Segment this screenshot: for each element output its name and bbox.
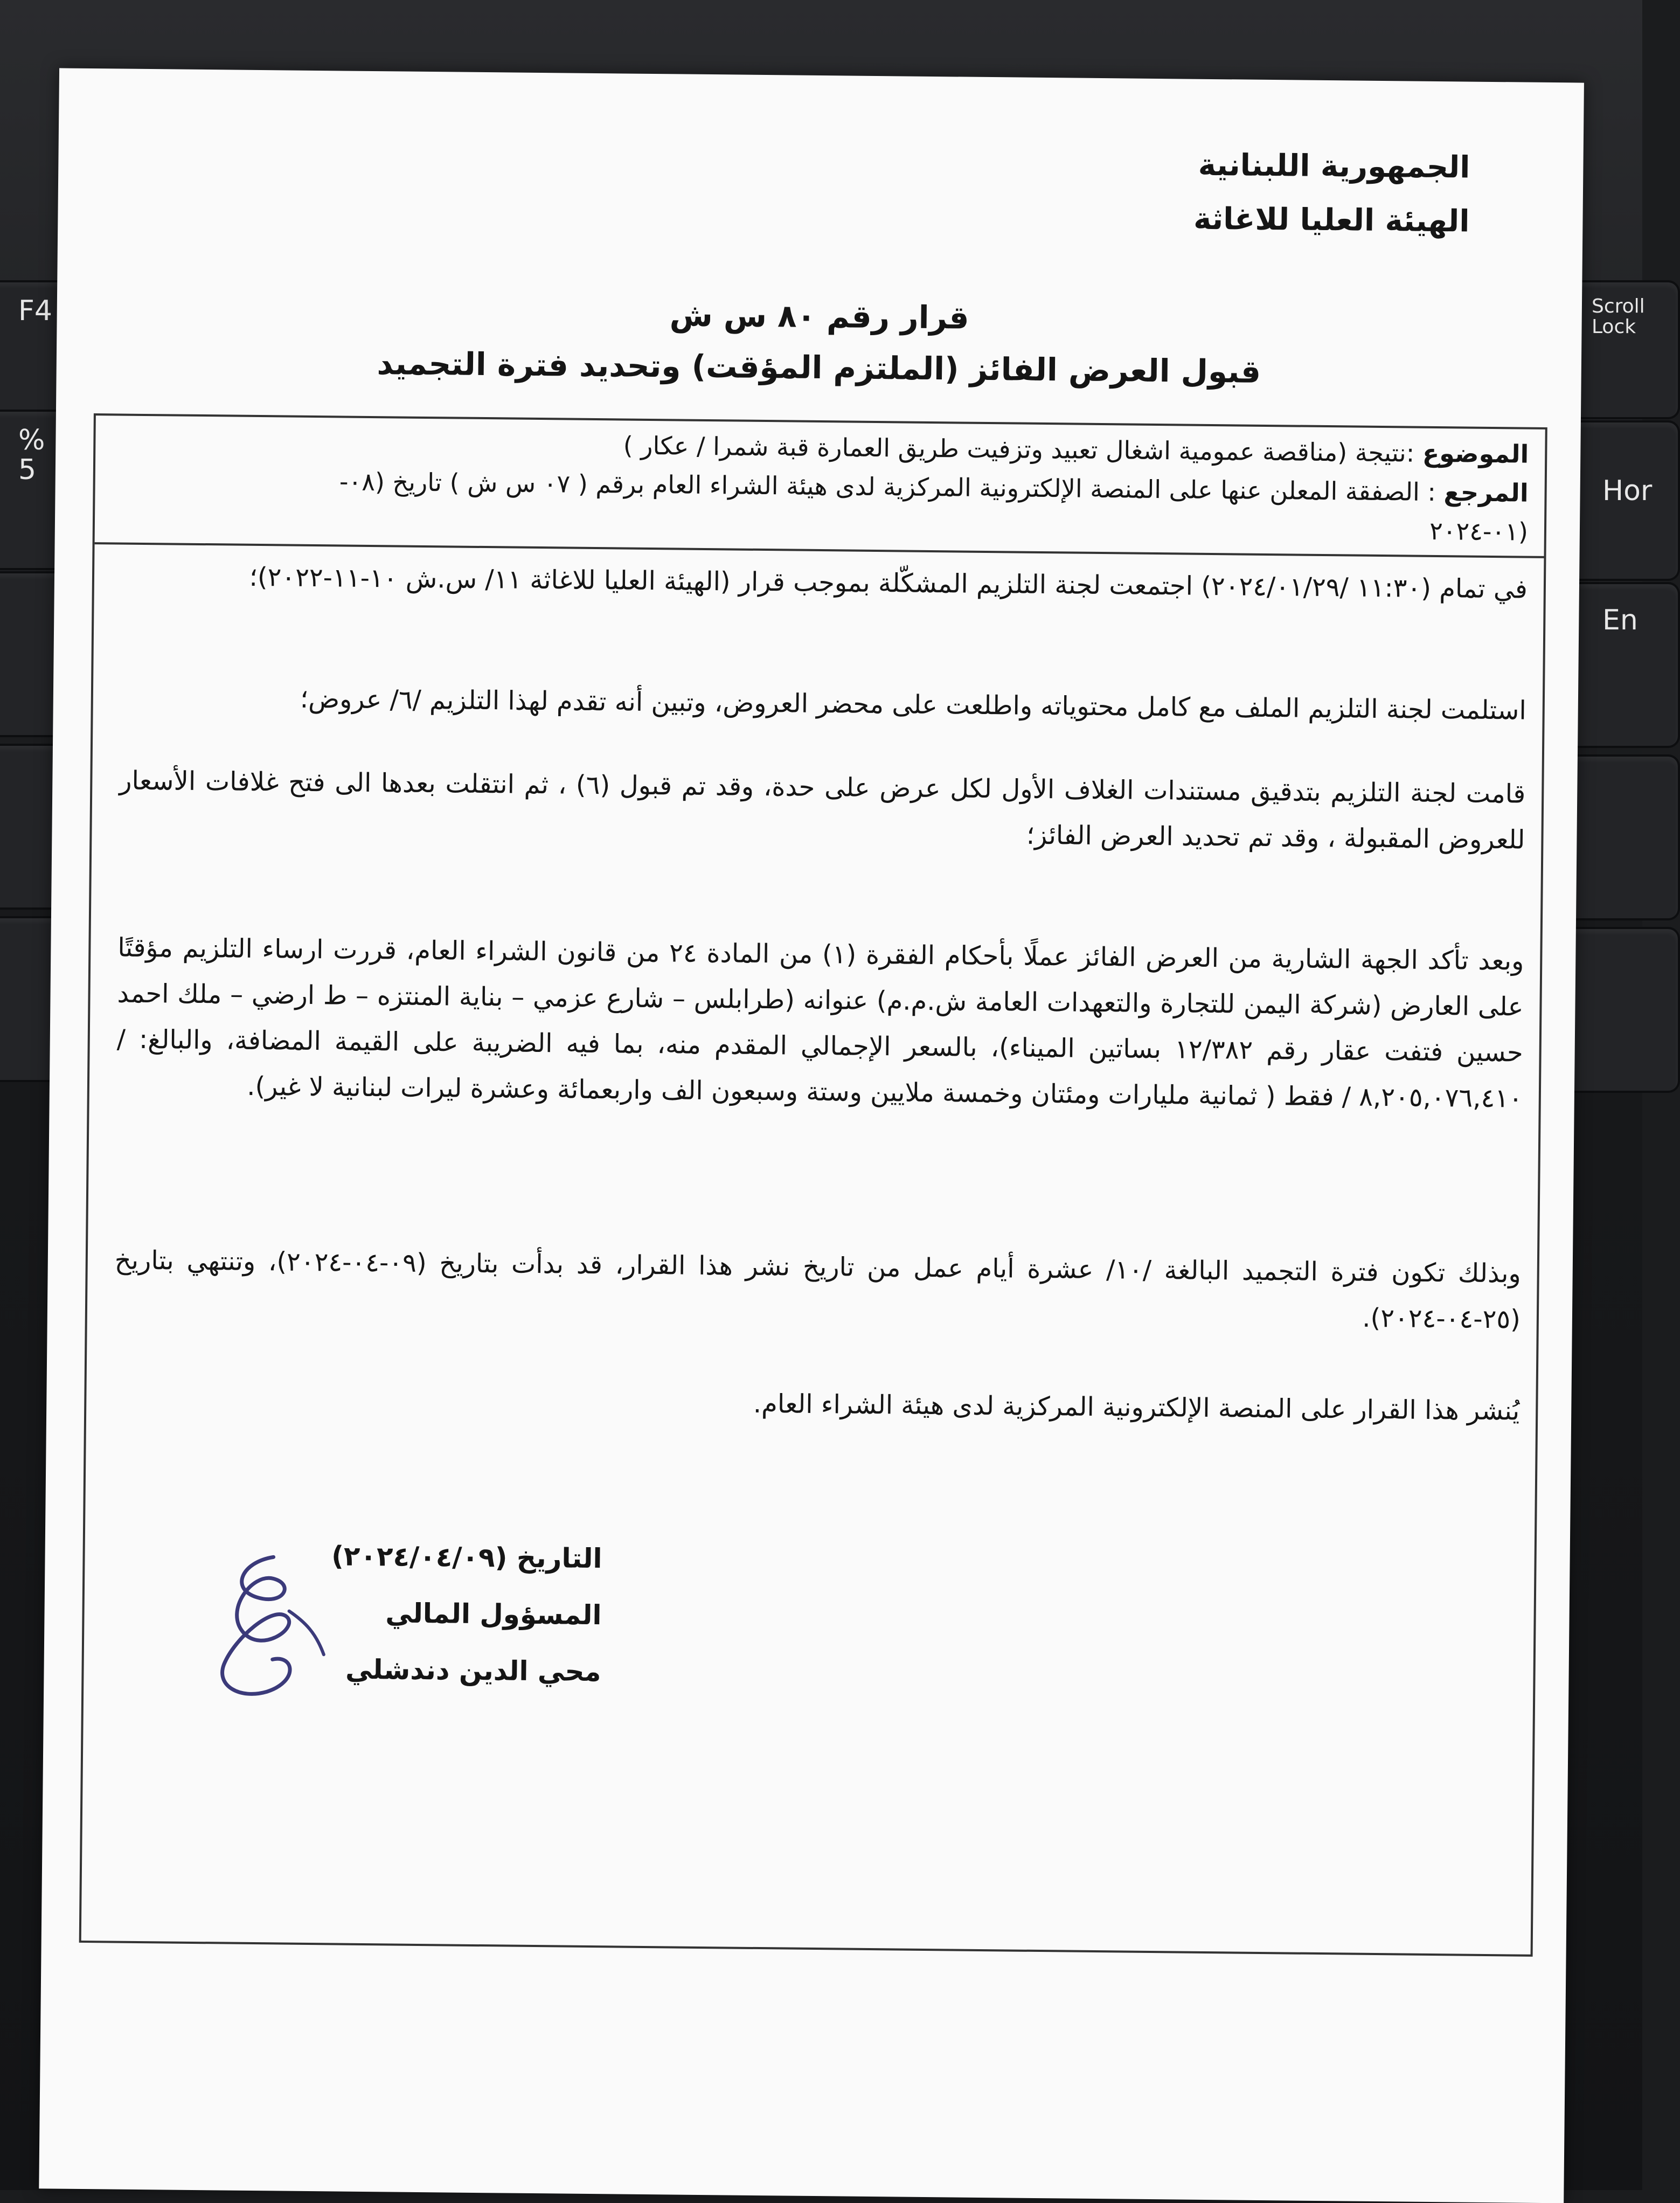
decision-title: قبول العرض الفائز (الملتزم المؤقت) وتحديد فترة التجميد xyxy=(377,345,1261,390)
percent-5-key: % 5 xyxy=(0,410,91,570)
paragraph-freeze-period: وبذلك تكون فترة التجميد البالغة /١٠/ عشرة أيام عمل من تاريخ نشر هذا القرار، قد بدأت بتاريخ (٠٩-٠٤-٢٠٢٤)، وتنتهي بتاريخ (٢٥-٠٤-٢٠٢٤). xyxy=(114,1245,1521,1335)
handwritten-signature xyxy=(191,1546,333,1708)
signatory-title: المسؤول المالي xyxy=(385,1597,602,1631)
paragraph-meeting: في تمام (١١:٣٠ /٢٠٢٤/٠١/٢٩) اجتمعت لجنة التلزيم المشكّلة بموجب قرار (الهيئة العليا للاغاثة ١١/ س.ش ١٠-١١-٢٠٢٢)؛ xyxy=(249,562,1528,605)
decision-number: قرار رقم ٨٠ س ش xyxy=(669,296,969,336)
document-sheet xyxy=(39,68,1584,2203)
subject-label: الموضوع xyxy=(1422,438,1529,469)
end-key: En xyxy=(1552,582,1680,748)
signatory-name: محي الدين دندشلي xyxy=(345,1653,601,1688)
document-frame xyxy=(79,413,1547,1957)
agency-line: الهيئة العليا للاغاثة xyxy=(1193,201,1470,239)
subject-text: :نتيجة (مناقصة عمومية اشغال تعبيد وتزفيت طريق العمارة قبة شمرا / عكار ) xyxy=(623,431,1415,468)
reference-label: المرجع xyxy=(1443,477,1529,508)
paragraph-envelope-check: قامت لجنة التلزيم بتدقيق مستندات الغلاف الأول لكل عرض على حدة، وقد تم قبول (٦) ، ثم انتقلت بعدها الى فتح غلافات الأسعار للعروض المقبولة ، وقد تم تحديد العرض الفائز؛ xyxy=(119,765,1526,855)
date-line: التاريخ (٢٠٢٤/٠٤/٠٩) xyxy=(331,1540,602,1575)
f4-key: F4 xyxy=(0,280,91,419)
signature-block xyxy=(116,1526,602,1701)
reference-text: : الصفقة المعلن عنها على المنصة الإلكترونية المركزية لدى هيئة الشراء العام برقم ( ٠٧ س ش ) تاريخ (٠٨- xyxy=(339,467,1436,507)
decision-heading xyxy=(56,283,1582,400)
republic-line: الجمهورية اللبنانية xyxy=(1198,147,1470,185)
home-key: Hor xyxy=(1552,420,1680,581)
reference-text-2: ٠١-٢٠٢٤) xyxy=(1429,516,1529,546)
paragraph-award: وبعد تأكد الجهة الشارية من العرض الفائز عملًا بأحكام الفقرة (١) من المادة ٢٤ من قانون الشراء العام، قررت ارساء التلزيم مؤقتًا على العارض (شركة اليمن للتجارة والتعهدات العامة ش.م.م) عنوانه (طرابلس – شارع عزمي – بناية المنتزه – ط ارضي – ملك احمد حسين فتفت عقار رقم ١٢/٣٨٢ بساتين الميناء)، بالسعر الإجمالي المقدم منه، بما فيه الضريبة على القيمة المضافة، والبالغ: / ٨,٢٠٥,٠٧٦,٤١٠ / فقط ( ثمانية مليارات ومئتان وخمسة ملايين وستة وسبعون الف واربعمائة وعشرة ليرات لبنانية لا غير). xyxy=(116,932,1524,1114)
paragraph-publication: يُنشر هذا القرار على المنصة الإلكترونية المركزية لدى هيئة الشراء العام. xyxy=(753,1388,1520,1426)
letterhead xyxy=(1193,138,1470,249)
scroll-lock-key: Scroll Lock xyxy=(1552,280,1680,419)
subject-reference-box xyxy=(95,415,1545,558)
paragraph-file-received: استلمت لجنة التلزيم الملف مع كامل محتوياته واطلعت على محضر العروض، وتبين أنه تقدم لهذا التلزيم /٦/ عروض؛ xyxy=(300,683,1527,726)
